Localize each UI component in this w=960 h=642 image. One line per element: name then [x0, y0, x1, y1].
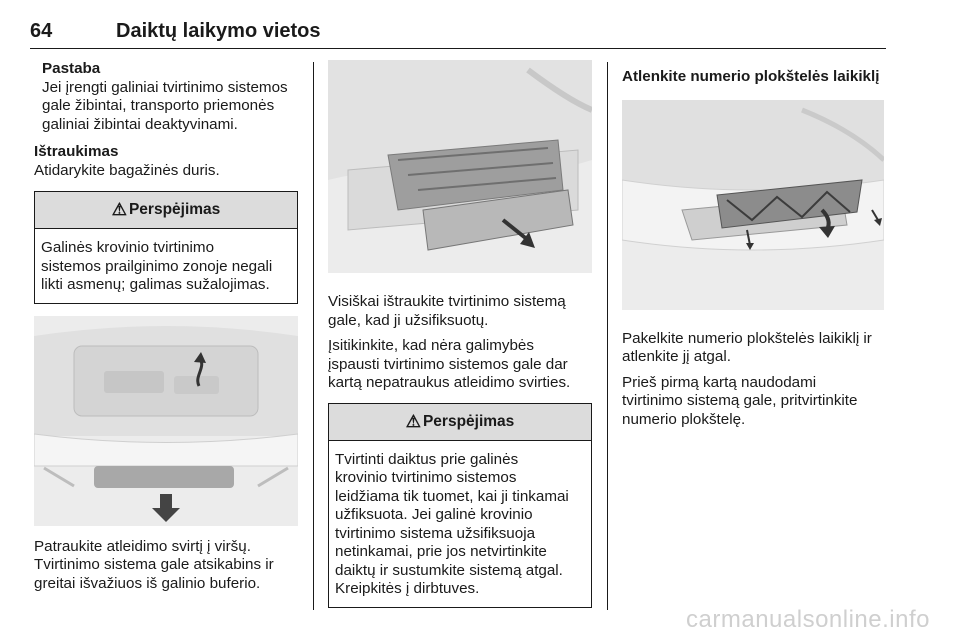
warning-header — [329, 404, 591, 441]
warning-line: likti asmenų; galimas sužalojimas. — [41, 276, 270, 293]
section-heading: Ištraukimas — [34, 143, 119, 160]
caption-line: greitai išvažiuos iš galinio buferio. — [34, 574, 261, 592]
warning-line: užfiksuota. Jei galinė krovinio — [335, 506, 533, 523]
body-line: atlenkite jį atgal. — [622, 348, 731, 365]
caption-line: Tvirtinimo sistema gale atsikabins ir — [34, 556, 274, 573]
warning-body — [35, 229, 297, 303]
warning-body — [329, 441, 591, 607]
warning-line: sistemos prailginimo zonoje negali — [41, 257, 273, 275]
warning-line: tvirtinimo sistema užsifiksuoja — [335, 524, 536, 542]
warning-line: krovinio tvirtinimo sistemos — [335, 469, 517, 486]
column-1 — [34, 60, 298, 593]
body-line: Pakelkite numerio plokštelės laikiklį ir — [622, 329, 872, 347]
body-line: Visiškai ištraukite tvirtinimo sistemą — [328, 293, 566, 310]
warning-box — [34, 191, 298, 304]
warning-line: netinkamai, prie jos netvirtinkite — [335, 543, 547, 560]
section-text: Atidarykite bagažinės duris. — [34, 161, 220, 179]
watermark: carmanualsonline.info — [686, 606, 930, 633]
warning-line: Galinės krovinio tvirtinimo — [41, 239, 215, 256]
caption-line: Patraukite atleidimo svirtį į viršų. — [34, 537, 251, 555]
body-line: Įsitikinkite, kad nėra galimybės — [328, 337, 534, 354]
body-line: gale, kad ji užsifiksuotų. — [328, 311, 489, 329]
page-title: Daiktų laikymo vietos — [116, 20, 321, 42]
section-heading: Atlenkite numerio plokštelės laikiklį — [622, 68, 880, 85]
note — [34, 60, 298, 134]
warning-line: Kreipkitės į dirbtuves. — [335, 580, 480, 597]
warning-line: leidžiama tik tuomet, kai ji tinkamai — [335, 487, 569, 505]
warning-title: Perspėjimas — [128, 201, 221, 218]
body-line: įspausti tvirtinimo sistemos gale dar — [328, 355, 568, 373]
warning-triangle-icon: ⚠ — [111, 200, 127, 219]
warning-header — [35, 192, 297, 229]
warning-line: Tvirtinti daiktus prie galinės — [335, 450, 519, 468]
body-line: tvirtinimo sistemą gale, pritvirtinkite — [622, 392, 858, 409]
body-line: Prieš pirmą kartą naudodami — [622, 373, 817, 391]
illustration-licence-plate-holder — [622, 100, 884, 310]
note-line: Jei įrengti galiniai tvirtinimo sistemos — [42, 78, 288, 96]
note-line: gale žibintai, transporto priemonės — [42, 97, 275, 114]
illustration-trunk-release-lever — [34, 316, 298, 526]
column-divider — [607, 62, 608, 610]
warning-line: daiktų ir sustumkite sistemą atgal. — [335, 561, 563, 579]
note-line: galiniai žibintai deaktyvinami. — [42, 115, 238, 133]
illustration-pull-out-carrier — [328, 60, 592, 273]
column-3 — [622, 60, 890, 429]
body-line: kartą nepatraukus atleidimo svirties. — [328, 374, 571, 391]
warning-title: Perspėjimas — [422, 412, 515, 430]
warning-box — [328, 403, 592, 608]
warning-triangle-icon: ⚠ — [405, 411, 421, 431]
page-number: 64 — [30, 20, 53, 42]
column-2 — [328, 60, 592, 608]
column-divider — [313, 62, 314, 610]
body-line: numerio plokštelę. — [622, 410, 746, 428]
note-heading: Pastaba — [42, 60, 101, 77]
page-header — [30, 20, 886, 49]
